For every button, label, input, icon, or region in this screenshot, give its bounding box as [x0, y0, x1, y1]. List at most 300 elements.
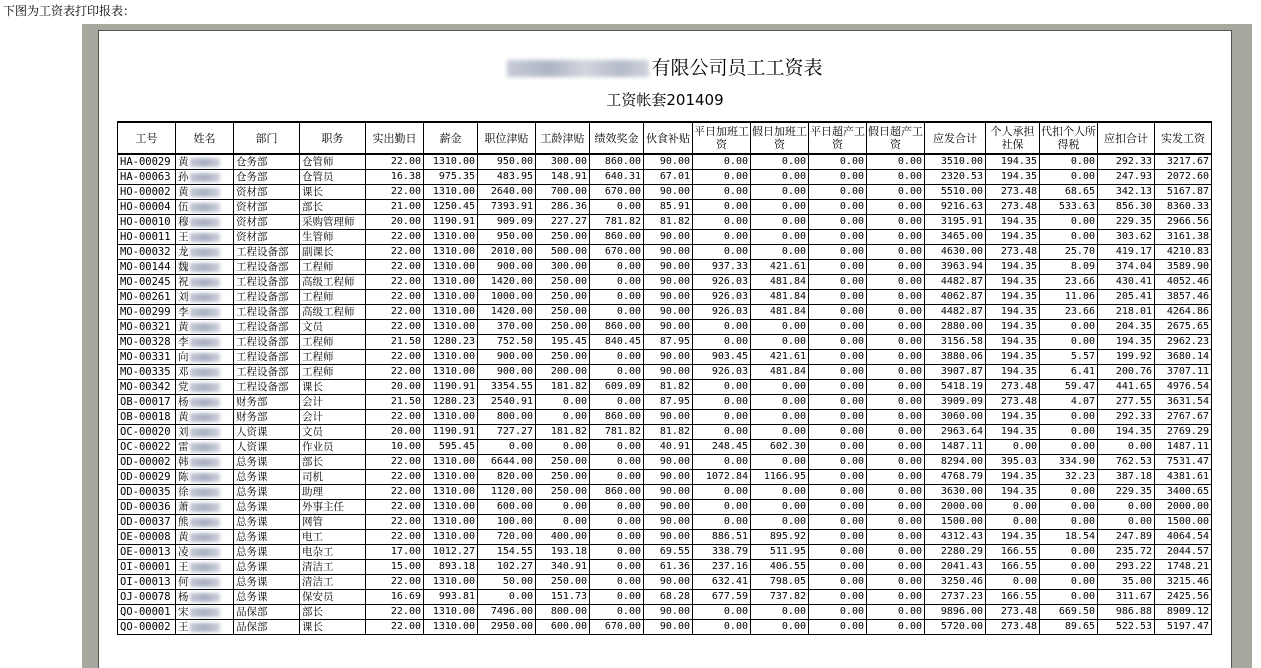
table-cell: QO-00001 [118, 605, 176, 620]
table-cell: 1250.45 [424, 200, 478, 215]
table-cell: 90.00 [644, 260, 693, 275]
table-row [118, 215, 1212, 230]
column-header: 职位津贴 [478, 122, 536, 154]
table-cell: 1748.21 [1155, 560, 1212, 575]
table-cell: 工程师 [300, 350, 366, 365]
table-row [118, 560, 1212, 575]
table-cell: 总务课 [234, 470, 300, 485]
table-cell: 工程设备部 [234, 245, 300, 260]
table-cell: 0.00 [1040, 170, 1098, 185]
table-cell: 4482.87 [925, 275, 986, 290]
table-cell: 670.00 [590, 245, 644, 260]
table-cell: 481.84 [751, 305, 809, 320]
table-cell: 3510.00 [925, 154, 986, 170]
table-cell: 25.70 [1040, 245, 1098, 260]
table-cell: 2320.53 [925, 170, 986, 185]
table-cell: MO-00342 [118, 380, 176, 395]
table-cell: 10.00 [366, 440, 424, 455]
table-cell: 0.00 [1098, 515, 1155, 530]
table-cell: MO-00331 [118, 350, 176, 365]
table-row [118, 230, 1212, 245]
table-cell: OE-00008 [118, 530, 176, 545]
employee-name-cell [176, 575, 234, 590]
table-cell: 0.00 [693, 500, 751, 515]
employee-name-cell [176, 365, 234, 380]
table-cell: 311.67 [1098, 590, 1155, 605]
table-cell: 4976.54 [1155, 380, 1212, 395]
table-cell: 90.00 [644, 365, 693, 380]
table-cell: 0.00 [1040, 545, 1098, 560]
table-cell: 205.41 [1098, 290, 1155, 305]
table-row [118, 455, 1212, 470]
table-cell: 0.00 [809, 260, 867, 275]
table-cell: 22.00 [366, 455, 424, 470]
table-cell: 0.00 [1040, 500, 1098, 515]
table-cell: 0.00 [590, 440, 644, 455]
employee-surname: 何 [178, 576, 189, 588]
table-cell: 90.00 [644, 320, 693, 335]
table-row [118, 530, 1212, 545]
table-cell: 0.00 [867, 185, 925, 200]
employee-surname: 孙 [178, 171, 189, 183]
table-cell: 895.92 [751, 530, 809, 545]
table-cell: 0.00 [867, 620, 925, 635]
table-cell: 4768.79 [925, 470, 986, 485]
employee-surname: 宋 [178, 606, 189, 618]
table-cell: 0.00 [809, 560, 867, 575]
table-cell: 194.35 [986, 230, 1040, 245]
employee-name-cell [176, 425, 234, 440]
table-cell: 50.00 [478, 575, 536, 590]
table-cell: 800.00 [536, 605, 590, 620]
table-cell: 0.00 [1040, 575, 1098, 590]
table-cell: 0.00 [751, 425, 809, 440]
employee-surname: 杨 [178, 396, 189, 408]
table-row [118, 620, 1212, 635]
table-cell: 1310.00 [424, 515, 478, 530]
table-row [118, 590, 1212, 605]
table-cell: 1310.00 [424, 575, 478, 590]
table-cell: 0.00 [590, 290, 644, 305]
table-cell: 人资课 [234, 440, 300, 455]
table-cell: 0.00 [809, 410, 867, 425]
table-cell: 0.00 [867, 560, 925, 575]
table-cell: 194.35 [986, 485, 1040, 500]
table-cell: 886.51 [693, 530, 751, 545]
table-cell: 3465.00 [925, 230, 986, 245]
table-cell: 部长 [300, 605, 366, 620]
table-cell: 0.00 [751, 395, 809, 410]
table-cell: 926.03 [693, 290, 751, 305]
table-cell: 0.00 [867, 215, 925, 230]
table-cell: 高级工程师 [300, 305, 366, 320]
table-cell: 87.95 [644, 335, 693, 350]
column-header: 职务 [300, 122, 366, 154]
table-cell: 2880.00 [925, 320, 986, 335]
table-cell: 0.00 [867, 320, 925, 335]
redacted-given-name [190, 533, 220, 542]
table-cell: 204.35 [1098, 320, 1155, 335]
table-cell: 669.50 [1040, 605, 1098, 620]
table-cell: 6644.00 [478, 455, 536, 470]
table-cell: 财务部 [234, 410, 300, 425]
column-header: 工号 [118, 122, 176, 154]
table-cell: 采购管理师 [300, 215, 366, 230]
table-cell: 0.00 [751, 455, 809, 470]
table-cell: 90.00 [644, 620, 693, 635]
table-cell: 90.00 [644, 485, 693, 500]
table-cell: 0.00 [590, 590, 644, 605]
table-cell: 4312.43 [925, 530, 986, 545]
report-sheet [98, 30, 1232, 668]
employee-surname: 熊 [178, 516, 189, 528]
table-cell: 860.00 [590, 410, 644, 425]
table-cell: 0.00 [867, 350, 925, 365]
table-cell: HO-00002 [118, 185, 176, 200]
employee-surname: 雷 [178, 441, 189, 453]
employee-surname: 党 [178, 381, 189, 393]
table-cell: 90.00 [644, 290, 693, 305]
table-cell: 22.00 [366, 245, 424, 260]
table-cell: 1310.00 [424, 530, 478, 545]
table-cell: 课长 [300, 185, 366, 200]
table-cell: 0.00 [751, 410, 809, 425]
table-cell: 16.38 [366, 170, 424, 185]
column-header: 绩效奖金 [590, 122, 644, 154]
employee-surname: 王 [178, 231, 189, 243]
column-header: 伙食补贴 [644, 122, 693, 154]
table-cell: 250.00 [536, 230, 590, 245]
employee-name-cell [176, 485, 234, 500]
table-cell: 22.00 [366, 530, 424, 545]
table-cell: 7496.00 [478, 605, 536, 620]
table-cell: 374.04 [1098, 260, 1155, 275]
table-cell: 406.55 [751, 560, 809, 575]
employee-name-cell [176, 275, 234, 290]
table-cell: 清洁工 [300, 560, 366, 575]
table-row [118, 350, 1212, 365]
employee-surname: 穆 [178, 216, 189, 228]
table-cell: 21.00 [366, 200, 424, 215]
redacted-given-name [190, 593, 220, 602]
table-cell: 247.89 [1098, 530, 1155, 545]
table-cell: 293.22 [1098, 560, 1155, 575]
table-cell: 90.00 [644, 230, 693, 245]
table-cell: 0.00 [751, 500, 809, 515]
table-cell: 22.00 [366, 185, 424, 200]
table-cell: 0.00 [867, 335, 925, 350]
table-cell: 820.00 [478, 470, 536, 485]
table-cell: 网管 [300, 515, 366, 530]
table-cell: 4482.87 [925, 305, 986, 320]
table-cell: 22.00 [366, 605, 424, 620]
employee-surname: 刘 [178, 426, 189, 438]
table-cell: 仓管师 [300, 154, 366, 170]
table-cell: 737.82 [751, 590, 809, 605]
table-cell: 22.00 [366, 575, 424, 590]
employee-name-cell [176, 545, 234, 560]
table-cell: 1280.23 [424, 335, 478, 350]
table-cell: 250.00 [536, 350, 590, 365]
employee-name-cell [176, 440, 234, 455]
table-cell: 511.95 [751, 545, 809, 560]
table-cell: MO-00032 [118, 245, 176, 260]
table-cell: 194.35 [986, 530, 1040, 545]
table-cell: 0.00 [867, 485, 925, 500]
redacted-given-name [190, 563, 220, 572]
redacted-given-name [190, 188, 220, 197]
table-cell: 90.00 [644, 575, 693, 590]
table-row [118, 365, 1212, 380]
table-cell: 0.00 [986, 515, 1040, 530]
table-cell: 0.00 [809, 380, 867, 395]
table-cell: 0.00 [751, 215, 809, 230]
table-row [118, 605, 1212, 620]
table-cell: 部长 [300, 455, 366, 470]
table-cell: 151.73 [536, 590, 590, 605]
table-cell: 3963.94 [925, 260, 986, 275]
table-cell: 194.35 [986, 335, 1040, 350]
table-cell: 798.05 [751, 575, 809, 590]
table-cell: 2963.64 [925, 425, 986, 440]
table-cell: 0.00 [693, 485, 751, 500]
redacted-given-name [190, 173, 220, 182]
redacted-given-name [190, 203, 220, 212]
table-cell: 1280.23 [424, 395, 478, 410]
table-cell: 0.00 [867, 575, 925, 590]
table-cell: OI-00001 [118, 560, 176, 575]
table-cell: 0.00 [693, 425, 751, 440]
table-cell: 22.00 [366, 154, 424, 170]
table-cell: 1310.00 [424, 500, 478, 515]
table-cell: MO-00261 [118, 290, 176, 305]
table-cell: 0.00 [809, 154, 867, 170]
table-cell: 0.00 [867, 275, 925, 290]
table-cell: 1310.00 [424, 620, 478, 635]
table-row [118, 395, 1212, 410]
table-cell: 0.00 [590, 365, 644, 380]
employee-name-cell [176, 305, 234, 320]
table-cell: 0.00 [693, 200, 751, 215]
table-cell: HO-00010 [118, 215, 176, 230]
table-cell: 0.00 [693, 395, 751, 410]
table-cell: 250.00 [536, 305, 590, 320]
table-cell: 工程设备部 [234, 275, 300, 290]
redacted-given-name [190, 578, 220, 587]
table-cell: 395.03 [986, 455, 1040, 470]
table-cell: 856.30 [1098, 200, 1155, 215]
table-cell: 2280.29 [925, 545, 986, 560]
table-cell: 670.00 [590, 185, 644, 200]
table-cell: 工程设备部 [234, 320, 300, 335]
table-cell: 860.00 [590, 485, 644, 500]
table-cell: 102.27 [478, 560, 536, 575]
table-cell: 860.00 [590, 154, 644, 170]
table-cell: 工程设备部 [234, 335, 300, 350]
table-cell: 0.00 [809, 170, 867, 185]
table-cell: 1420.00 [478, 305, 536, 320]
table-cell: OD-00037 [118, 515, 176, 530]
table-cell: 2769.29 [1155, 425, 1212, 440]
employee-name-cell [176, 410, 234, 425]
table-cell: 421.61 [751, 350, 809, 365]
table-row [118, 470, 1212, 485]
table-row [118, 440, 1212, 455]
table-cell: 0.00 [751, 605, 809, 620]
table-cell: 0.00 [751, 620, 809, 635]
redacted-given-name [190, 458, 220, 467]
table-cell: 0.00 [809, 620, 867, 635]
table-cell: OC-00020 [118, 425, 176, 440]
table-cell: 640.31 [590, 170, 644, 185]
employee-surname: 杨 [178, 591, 189, 603]
employee-name-cell [176, 215, 234, 230]
table-cell: 194.35 [986, 320, 1040, 335]
table-row [118, 290, 1212, 305]
table-cell: 90.00 [644, 350, 693, 365]
table-cell: 0.00 [478, 590, 536, 605]
table-cell: 0.00 [693, 185, 751, 200]
table-cell: 0.00 [751, 154, 809, 170]
table-cell: 5197.47 [1155, 620, 1212, 635]
redacted-given-name [190, 263, 220, 272]
table-cell: 0.00 [1040, 215, 1098, 230]
table-cell: 90.00 [644, 305, 693, 320]
table-cell: 0.00 [478, 440, 536, 455]
table-cell: 22.00 [366, 230, 424, 245]
table-cell: 0.00 [693, 380, 751, 395]
table-cell: 600.00 [478, 500, 536, 515]
table-cell: 194.35 [986, 350, 1040, 365]
table-cell: 1166.95 [751, 470, 809, 485]
table-cell: 3631.54 [1155, 395, 1212, 410]
column-header: 假日超产工资 [867, 122, 925, 154]
table-cell: 1310.00 [424, 350, 478, 365]
table-cell: 高级工程师 [300, 275, 366, 290]
table-cell: 课长 [300, 620, 366, 635]
table-cell: 0.00 [809, 245, 867, 260]
table-cell: 总务课 [234, 515, 300, 530]
table-row [118, 335, 1212, 350]
table-cell: 0.00 [751, 485, 809, 500]
table-cell: 90.00 [644, 275, 693, 290]
redacted-given-name [190, 623, 220, 632]
table-cell: 0.00 [693, 320, 751, 335]
table-cell: 3880.06 [925, 350, 986, 365]
table-cell: 资材部 [234, 215, 300, 230]
table-cell: 2044.57 [1155, 545, 1212, 560]
table-cell: 0.00 [809, 230, 867, 245]
table-cell: 1310.00 [424, 154, 478, 170]
table-cell: 8360.33 [1155, 200, 1212, 215]
table-cell: 1310.00 [424, 410, 478, 425]
redacted-given-name [190, 518, 220, 527]
table-cell: 0.00 [590, 395, 644, 410]
table-cell: 194.35 [986, 290, 1040, 305]
table-cell: 0.00 [867, 500, 925, 515]
table-cell: 273.48 [986, 245, 1040, 260]
table-cell: 22.00 [366, 485, 424, 500]
table-cell: 181.82 [536, 380, 590, 395]
table-cell: 632.41 [693, 575, 751, 590]
table-cell: 8294.00 [925, 455, 986, 470]
table-cell: 986.88 [1098, 605, 1155, 620]
table-cell: 194.35 [986, 410, 1040, 425]
table-row [118, 500, 1212, 515]
table-cell: 22.00 [366, 620, 424, 635]
table-cell: 0.00 [809, 605, 867, 620]
table-cell: 总务课 [234, 485, 300, 500]
employee-name-cell [176, 620, 234, 635]
employee-name-cell [176, 290, 234, 305]
table-cell: 0.00 [867, 260, 925, 275]
table-cell: 0.00 [809, 470, 867, 485]
table-cell: 166.55 [986, 545, 1040, 560]
table-cell: 800.00 [478, 410, 536, 425]
table-cell: 3354.55 [478, 380, 536, 395]
employee-surname: 刘 [178, 291, 189, 303]
table-cell: OD-00029 [118, 470, 176, 485]
table-cell: 22.00 [366, 365, 424, 380]
table-cell: 0.00 [867, 545, 925, 560]
table-cell: 1190.91 [424, 425, 478, 440]
employee-name-cell [176, 170, 234, 185]
table-cell: 清洁工 [300, 575, 366, 590]
table-cell: MO-00299 [118, 305, 176, 320]
table-cell: 0.00 [1040, 230, 1098, 245]
table-cell: 0.00 [809, 440, 867, 455]
table-cell: 0.00 [693, 170, 751, 185]
table-cell: 277.55 [1098, 395, 1155, 410]
payroll-table [117, 121, 1212, 635]
employee-surname: 黄 [178, 321, 189, 333]
table-cell: 0.00 [590, 275, 644, 290]
table-cell: 300.00 [536, 260, 590, 275]
column-header: 个人承担社保 [986, 122, 1040, 154]
employee-name-cell [176, 154, 234, 170]
table-cell: 22.00 [366, 275, 424, 290]
table-cell: 194.35 [1098, 425, 1155, 440]
table-cell: 0.00 [751, 185, 809, 200]
table-cell: 68.28 [644, 590, 693, 605]
table-cell: 3250.46 [925, 575, 986, 590]
employee-surname: 陈 [178, 471, 189, 483]
table-cell: 419.17 [1098, 245, 1155, 260]
table-cell: 1120.00 [478, 485, 536, 500]
table-cell: 926.03 [693, 305, 751, 320]
table-cell: 1310.00 [424, 245, 478, 260]
table-cell: 会计 [300, 395, 366, 410]
table-cell: 仓务部 [234, 154, 300, 170]
table-cell: OJ-00078 [118, 590, 176, 605]
table-cell: 1072.84 [693, 470, 751, 485]
table-cell: 1310.00 [424, 365, 478, 380]
table-cell: 总务课 [234, 500, 300, 515]
table-cell: 90.00 [644, 470, 693, 485]
table-cell: 22.00 [366, 350, 424, 365]
table-cell: 950.00 [478, 230, 536, 245]
table-cell: 0.00 [1040, 440, 1098, 455]
redacted-given-name [190, 503, 220, 512]
table-cell: 229.35 [1098, 485, 1155, 500]
table-cell: 3630.00 [925, 485, 986, 500]
table-cell: 727.27 [478, 425, 536, 440]
table-cell: 522.53 [1098, 620, 1155, 635]
table-cell: 0.00 [751, 320, 809, 335]
table-cell: 481.84 [751, 275, 809, 290]
redacted-given-name [190, 428, 220, 437]
table-cell: 950.00 [478, 154, 536, 170]
